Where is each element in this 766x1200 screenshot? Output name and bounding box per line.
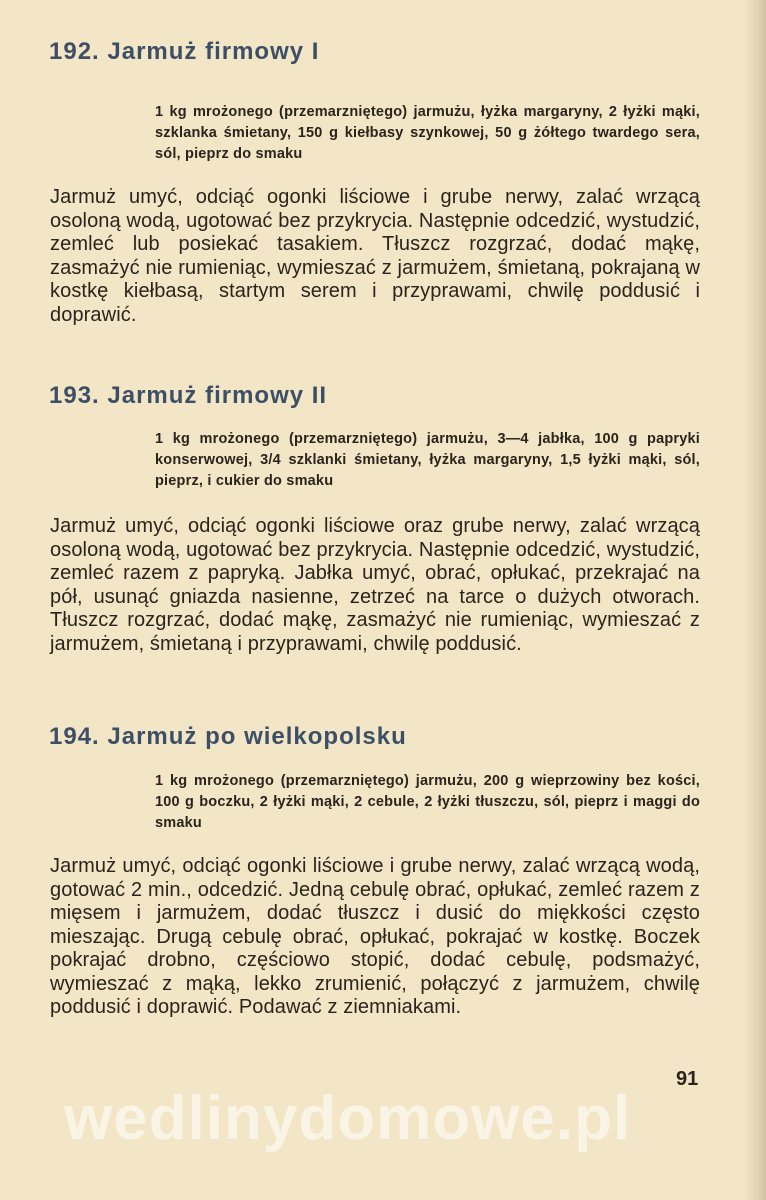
watermark: wedlinydomowe.pl — [64, 1084, 632, 1153]
recipe-ingredients-194: 1 kg mrożonego (przemarzniętego) jarmużu, 200 g wieprzowiny bez kości, 100 g boczku, 2 łyżki mąki, 2 cebule, 2 łyżki tłuszczu, sól, pieprz i maggi do smaku — [155, 773, 700, 831]
recipe-title-193: 193. Jarmuż firmowy II — [49, 382, 328, 409]
page-edge-shadow — [744, 0, 766, 1200]
recipe-title-194: 194. Jarmuż po wielkopolsku — [49, 723, 407, 750]
recipe-method-192: Jarmuż umyć, odciąć ogonki liściowe i grube nerwy, zalać wrzącą osoloną wodą, ugotować bez przykrycia. Następnie odcedzić, wystudzić, zemleć lub posiekać tasakiem. Tłuszcz rozgrzać, dodać mąkę, zasmażyć nie rumieniąc, wymieszać z jarmużem, śmietaną, pokrajaną w kostkę kiełbasą, startym serem i przyprawami, chwilę poddusić i doprawić. — [50, 186, 700, 326]
recipe-ingredients-192: 1 kg mrożonego (przemarzniętego) jarmużu, łyżka margaryny, 2 łyżki mąki, szklanka śmietany, 150 g kiełbasy szynkowej, 50 g żółtego twardego sera, sól, pieprz do smaku — [155, 104, 700, 162]
recipe-method-194: Jarmuż umyć, odciąć ogonki liściowe i grube nerwy, zalać wrzącą wodą, gotować 2 min., odcedzić. Jedną cebulę obrać, opłukać, zemleć razem z mięsem i jarmużem, dodać tłuszcz i dusić do miękkości często mieszając. Drugą cebulę obrać, opłukać, pokrajać w kostkę. Boczek pokrajać drobno, częściowo stopić, dodać cebulę, podsmażyć, wymieszać z mąką, lekko zrumienić, połączyć z jarmużem, chwilę poddusić i doprawić. Podawać z ziemniakami. — [50, 855, 700, 1018]
recipe-title-192: 192. Jarmuż firmowy I — [49, 38, 320, 65]
page-number: 91 — [676, 1068, 699, 1090]
recipe-method-193: Jarmuż umyć, odciąć ogonki liściowe oraz grube nerwy, zalać wrzącą osoloną wodą, ugotować bez przykrycia. Następnie odcedzić, wystudzić, zemleć razem z papryką. Jabłka umyć, obrać, opłukać, przekrajać na pół, usunąć gniazda nasienne, zetrzeć na tarce o dużych otworach. Tłuszcz rozgrzać, dodać mąkę, zasmażyć nie rumieniąc, wymieszać z jarmużem, śmietaną i przyprawami, chwilę poddusić. — [50, 515, 700, 655]
recipe-ingredients-193: 1 kg mrożonego (przemarzniętego) jarmużu, 3—4 jabłka, 100 g papryki konserwowej, 3/4 szklanki śmietany, łyżka margaryny, 1,5 łyżki mąki, sól, pieprz, i cukier do smaku — [155, 431, 700, 489]
